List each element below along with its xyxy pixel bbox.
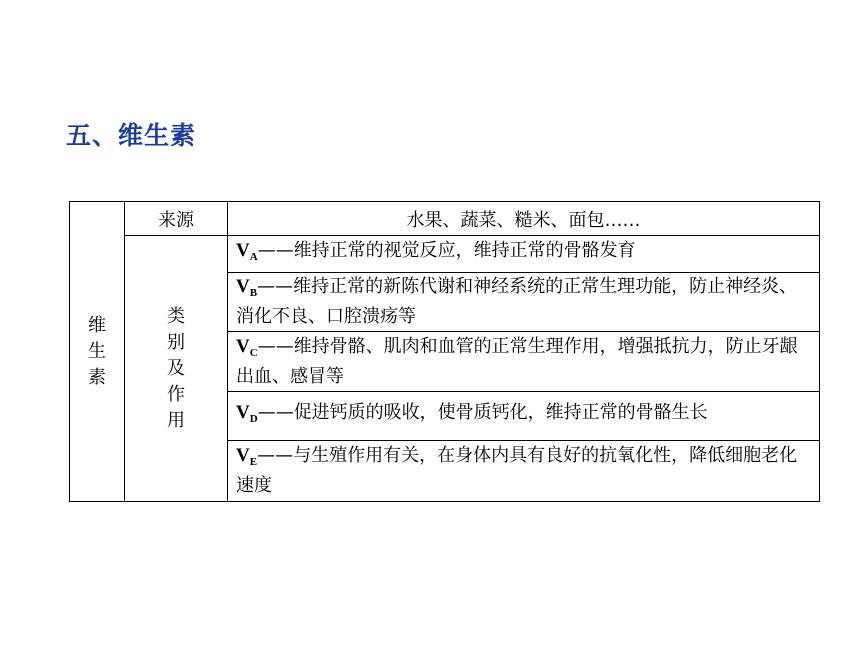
vitamin-a-desc: ——维持正常的视觉反应，维持正常的骨骼发育	[257, 240, 636, 261]
vitamin-row	[70, 236, 820, 273]
row-header-char: 素	[88, 366, 106, 388]
vitamin-b-cell	[228, 273, 820, 332]
vitamin-e-label: $V_E$	[236, 445, 258, 468]
category-char: 作	[167, 383, 185, 405]
vitamin-c-cell	[228, 332, 820, 392]
category-char: 及	[167, 357, 185, 379]
category-char: 别	[167, 331, 185, 353]
vitamin-b-desc: ——维持正常的新陈代谢和神经系统的正常生理功能，防止神经炎、消化不良、口腔溃疡等	[236, 276, 798, 327]
vitamin-table	[69, 201, 820, 502]
vitamin-c-label: $V_C$	[236, 335, 258, 359]
category-char: 用	[167, 409, 185, 431]
category-char: 类	[167, 305, 185, 327]
category-label	[125, 236, 228, 502]
source-label: 来源	[125, 202, 228, 236]
vitamin-e-cell	[228, 441, 820, 502]
vitamin-d-desc: ——促进钙质的吸收，使骨质钙化，维持正常的骨骼生长	[257, 402, 708, 423]
page-title: 五、维生素	[66, 121, 197, 150]
source-row	[70, 202, 820, 236]
vitamin-d-cell	[228, 392, 820, 441]
vitamin-a-label: $V_A$	[236, 240, 258, 263]
vitamin-b-label: $V_B$	[236, 276, 258, 299]
row-header-char: 维	[88, 314, 106, 336]
row-header-char: 生	[88, 340, 106, 362]
vitamin-d-label: $V_D$	[236, 402, 258, 425]
vitamin-a-cell	[228, 236, 820, 273]
source-value: 水果、蔬菜、糙米、面包……	[228, 202, 820, 236]
vitamin-e-desc: ——与生殖作用有关，在身体内具有良好的抗氧化性，降低细胞老化速度	[236, 445, 798, 496]
vitamin-c-desc: ——维持骨骼、肌肉和血管的正常生理作用，增强抵抗力，防止牙龈出血、感冒等	[236, 335, 798, 387]
row-header-vitamin	[70, 202, 125, 502]
